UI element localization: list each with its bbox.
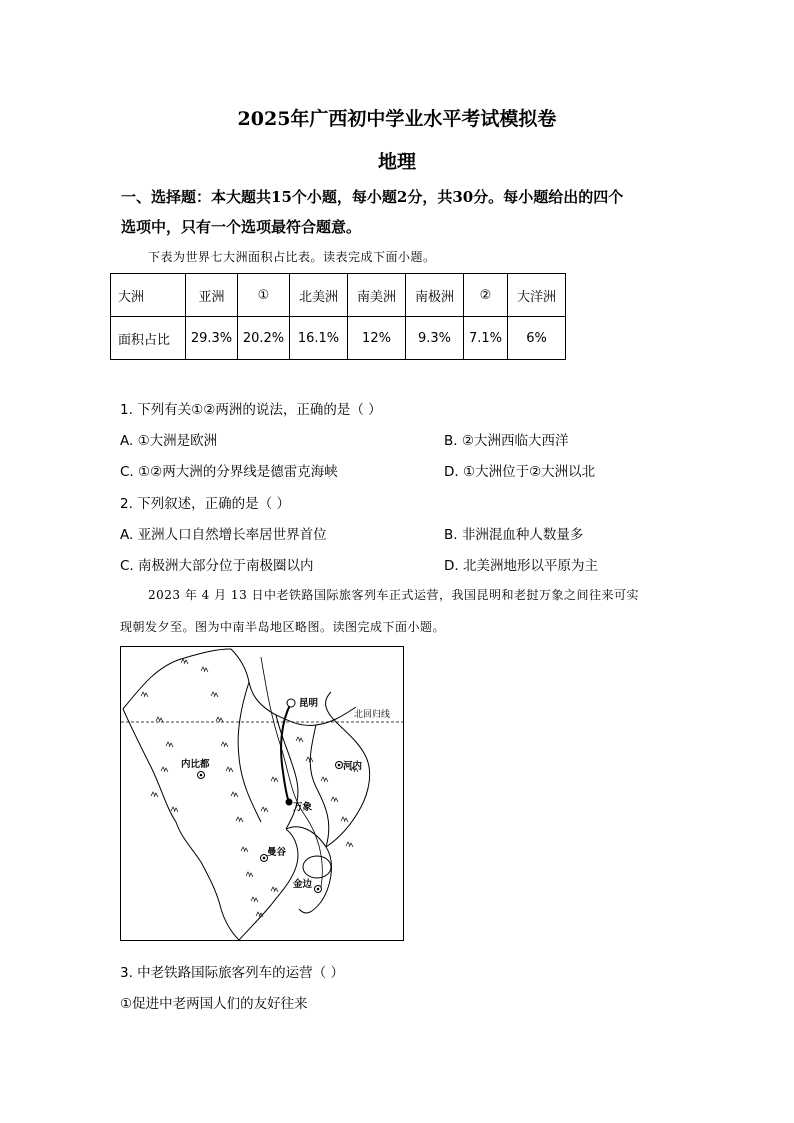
city-label-kunming: 昆明 bbox=[299, 698, 319, 709]
city-phnom-penh bbox=[293, 878, 322, 893]
city-marker-dot bbox=[263, 857, 266, 860]
tonle-sap-lake bbox=[303, 856, 331, 878]
city-vientiane bbox=[286, 799, 313, 814]
city-marker-dot bbox=[317, 888, 320, 891]
exam-title: 2025年广西初中学业水平考试模拟卷 bbox=[237, 108, 557, 130]
question-1-option-b[interactable]: B. ②大洲西临大西洋 bbox=[444, 433, 569, 449]
city-hanoi bbox=[336, 760, 363, 772]
question-3-stem: 3. 中老铁路国际旅客列车的运营（ ） bbox=[120, 965, 344, 981]
continent-area-table bbox=[110, 273, 566, 360]
question-1-stem: 1. 下列有关①②两洲的说法，正确的是（ ） bbox=[120, 402, 382, 418]
myanmar-thailand-border bbox=[238, 682, 261, 822]
table-cell: 6% bbox=[508, 317, 566, 360]
section-instruction-line1: 一、选择题：本大题共15个小题，每小题2分，共30分。每小题给出的四个 bbox=[121, 188, 624, 206]
question-2-option-d[interactable]: D. 北美洲地形以平原为主 bbox=[444, 558, 598, 574]
table-cell: 南美洲 bbox=[348, 274, 406, 317]
table-cell: 南极洲 bbox=[406, 274, 464, 317]
table-cell: ② bbox=[464, 274, 508, 317]
table-cell: 大洲 bbox=[111, 274, 186, 317]
table-cell: 大洋洲 bbox=[508, 274, 566, 317]
city-marker bbox=[286, 799, 293, 806]
city-bangkok bbox=[261, 846, 287, 862]
table-cell: 9.3% bbox=[406, 317, 464, 360]
city-marker bbox=[287, 699, 295, 707]
city-label-naypyidaw: 内比都 bbox=[181, 759, 210, 770]
city-kunming bbox=[287, 697, 319, 709]
city-marker-dot bbox=[338, 764, 341, 767]
cambodia-coast bbox=[286, 827, 331, 913]
question-2-option-a[interactable]: A. 亚洲人口自然增长率居世界首位 bbox=[120, 527, 327, 543]
indochina-map bbox=[120, 646, 404, 941]
coastline-north bbox=[123, 649, 231, 709]
tropic-of-cancer-label: 北回归线 bbox=[354, 710, 391, 720]
question-1-option-a[interactable]: A. ①大洲是欧洲 bbox=[120, 433, 218, 449]
table-cell: 面积占比 bbox=[111, 317, 186, 360]
coastline-west bbox=[123, 709, 239, 940]
question-1-option-d[interactable]: D. ①大洲位于②大洲以北 bbox=[444, 464, 596, 480]
question-2-option-b[interactable]: B. 非洲混血种人数量多 bbox=[444, 527, 584, 543]
table-intro: 下表为世界七大洲面积占比表。读表完成下面小题。 bbox=[148, 250, 436, 264]
table-cell: 亚洲 bbox=[186, 274, 238, 317]
exam-subject: 地理 bbox=[377, 151, 416, 173]
table-cell: 7.1% bbox=[464, 317, 508, 360]
table-row bbox=[111, 317, 566, 360]
table-header-row bbox=[111, 274, 566, 317]
gulf-of-thailand-coast bbox=[239, 829, 298, 940]
question-2-option-c[interactable]: C. 南极洲大部分位于南极圈以内 bbox=[120, 558, 314, 574]
city-label-bangkok: 曼谷 bbox=[267, 847, 287, 858]
city-label-hanoi: 河内 bbox=[343, 761, 363, 772]
city-naypyidaw bbox=[181, 758, 210, 779]
question-1-option-c[interactable]: C. ①②两大洲的分界线是德雷克海峡 bbox=[120, 464, 338, 480]
china-border bbox=[231, 649, 356, 725]
map-intro-line2: 现朝发夕至。图为中南半岛地区略图。读图完成下面小题。 bbox=[120, 620, 446, 634]
table-cell: 北美洲 bbox=[290, 274, 348, 317]
question-2-stem: 2. 下列叙述，正确的是（ ） bbox=[120, 496, 290, 512]
table-cell: 16.1% bbox=[290, 317, 348, 360]
question-3-statement-1: ①促进中老两国人们的友好往来 bbox=[120, 996, 308, 1012]
table-cell: 12% bbox=[348, 317, 406, 360]
section-instruction-line2: 选项中，只有一个选项最符合题意。 bbox=[121, 218, 362, 236]
table-cell: 20.2% bbox=[238, 317, 290, 360]
map-intro-line1: 2023 年 4 月 13 日中老铁路国际旅客列车正式运营，我国昆明和老挝万象之间往来可实 bbox=[148, 588, 640, 602]
mountain-symbols bbox=[141, 659, 358, 917]
city-label-vientiane: 万象 bbox=[293, 802, 313, 813]
table-cell: 29.3% bbox=[186, 317, 238, 360]
city-label-phnom-penh: 金边 bbox=[293, 879, 313, 890]
city-marker-dot bbox=[200, 774, 203, 777]
table-cell: ① bbox=[238, 274, 290, 317]
